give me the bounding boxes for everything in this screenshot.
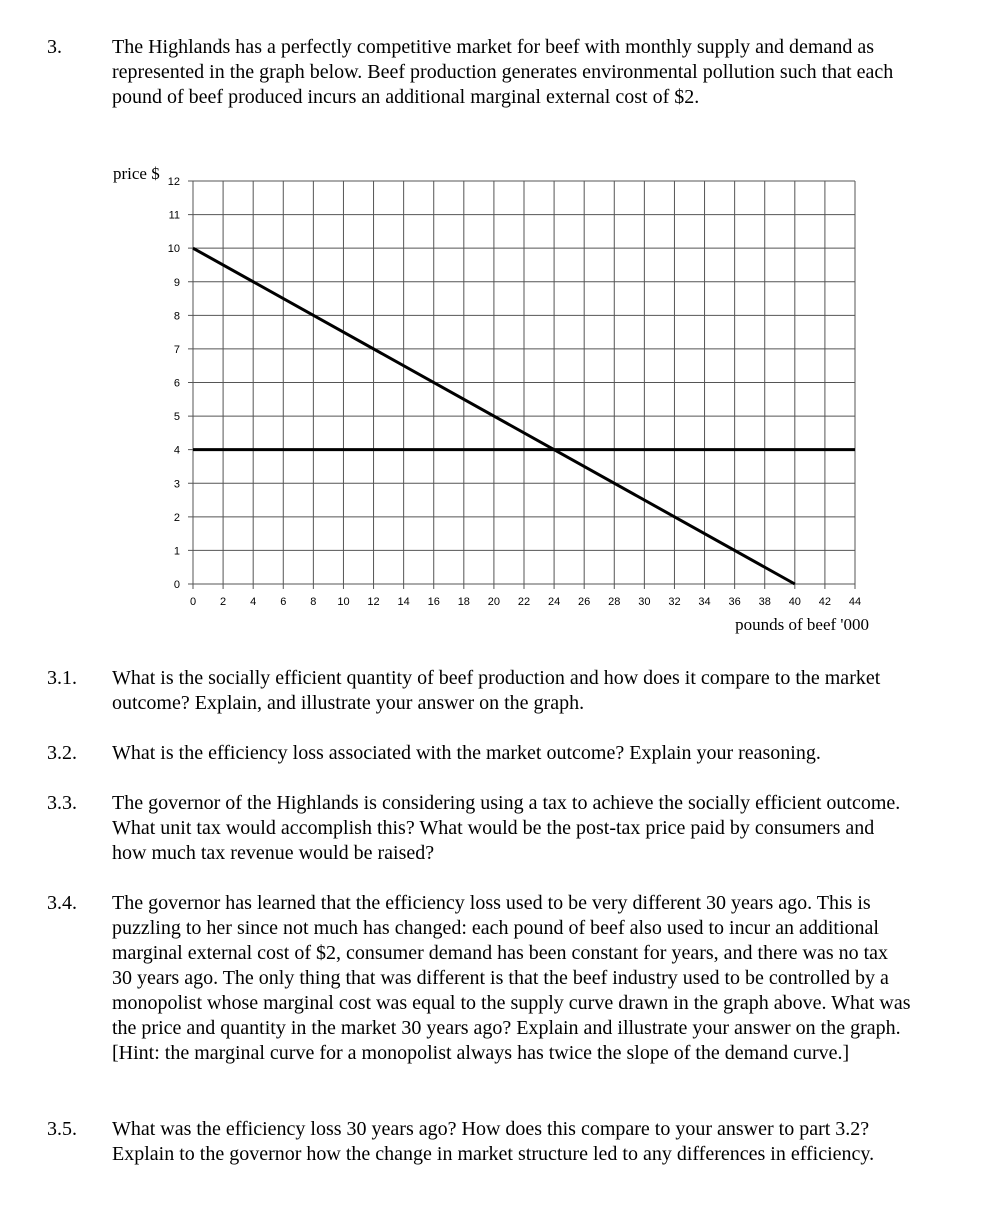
- problem-number: 3.: [47, 36, 62, 58]
- x-tick-label: 44: [848, 596, 862, 608]
- question-number: 3.3.: [47, 792, 77, 814]
- x-tick-label: 42: [818, 596, 832, 608]
- y-tick-label: 12: [167, 176, 180, 188]
- x-tick-label: 4: [250, 596, 257, 608]
- y-axis-label: price $: [113, 164, 160, 183]
- y-tick-label: 5: [173, 411, 180, 424]
- x-tick-label: 2: [220, 596, 227, 608]
- question-text: The governor has learned that the efficiency loss used to be very different 30 years ago. This is puzzling to her since not much has changed: each pound of beef also used to incur an additional marginal external cost of $2, consumer demand has been constant for years, and there was no tax 30 years ago. The only thing that was different is that the beef industry used to be controlled by a monopolist whose marginal cost was equal to the supply curve drawn in the graph above. What was the price and quantity in the market 30 years ago? Explain and illustrate your answer on the graph. [Hint: the marginal curve for a monopolist always has twice the slope of the demand curve.]: [112, 892, 911, 1064]
- y-tick-labels: [168, 176, 180, 591]
- x-tick-label: 32: [668, 596, 681, 608]
- question-number: 3.2.: [47, 742, 77, 764]
- y-tick-label: 1: [173, 545, 180, 558]
- question-text: What is the socially efficient quantity of beef production and how does it compare to the market outcome? Explain, and illustrate your answer on the graph.: [112, 667, 881, 714]
- x-tick-label: 26: [578, 596, 591, 608]
- x-axis-label: pounds of beef '000: [735, 615, 869, 634]
- problem-text: The Highlands has a perfectly competitive market for beef with monthly supply and demand as represented in the graph below. Beef production generates environmental pollution such that each pound of beef produced incurs an additional marginal external cost of $2.: [112, 36, 894, 108]
- y-tick-label: 10: [167, 243, 180, 256]
- x-tick-label: 18: [457, 596, 470, 608]
- question-number: 3.4.: [47, 892, 77, 914]
- x-tick-label: 24: [547, 596, 561, 608]
- y-tick-label: 9: [173, 276, 180, 289]
- x-tick-label: 34: [698, 596, 711, 608]
- x-tick-label: 14: [397, 596, 410, 608]
- question-text: What was the efficiency loss 30 years ago? How does this compare to your answer to part 3.2? Explain to the governor how the change in market structure led to any differences in efficiency.: [112, 1118, 875, 1165]
- y-tick-label: 2: [173, 511, 180, 524]
- x-tick-label: 20: [487, 596, 501, 608]
- x-tick-label: 8: [310, 596, 317, 608]
- x-tick-label: 28: [608, 596, 621, 608]
- x-tick-label: 0: [189, 596, 197, 608]
- x-tick-label: 30: [638, 596, 651, 608]
- y-tick-label: 11: [168, 209, 180, 222]
- y-tick-label: 6: [173, 377, 180, 390]
- x-tick-label: 10: [337, 596, 350, 608]
- x-tick-label: 40: [788, 596, 801, 608]
- x-tick-label: 16: [427, 596, 440, 608]
- x-tick-label: 36: [728, 596, 741, 608]
- y-tick-label: 8: [173, 310, 180, 323]
- chart-grid: [188, 181, 855, 589]
- y-tick-label: 4: [173, 444, 180, 457]
- x-tick-labels: [190, 596, 861, 608]
- x-tick-label: 12: [367, 596, 380, 608]
- question-number: 3.5.: [47, 1118, 77, 1140]
- question-number: 3.1.: [47, 667, 77, 689]
- x-tick-label: 22: [517, 596, 531, 608]
- y-tick-label: 7: [173, 343, 180, 356]
- question-text: The governor of the Highlands is considering using a tax to achieve the socially efficient outcome. What unit tax would accomplish this? What would be the post-tax price paid by consumers and how much tax revenue would be raised?: [112, 792, 901, 864]
- x-tick-label: 38: [758, 596, 771, 608]
- question-text: What is the efficiency loss associated with the market outcome? Explain your reasoning.: [112, 742, 821, 764]
- y-tick-label: 0: [173, 579, 180, 591]
- y-tick-label: 3: [173, 478, 180, 491]
- x-tick-label: 6: [280, 596, 287, 608]
